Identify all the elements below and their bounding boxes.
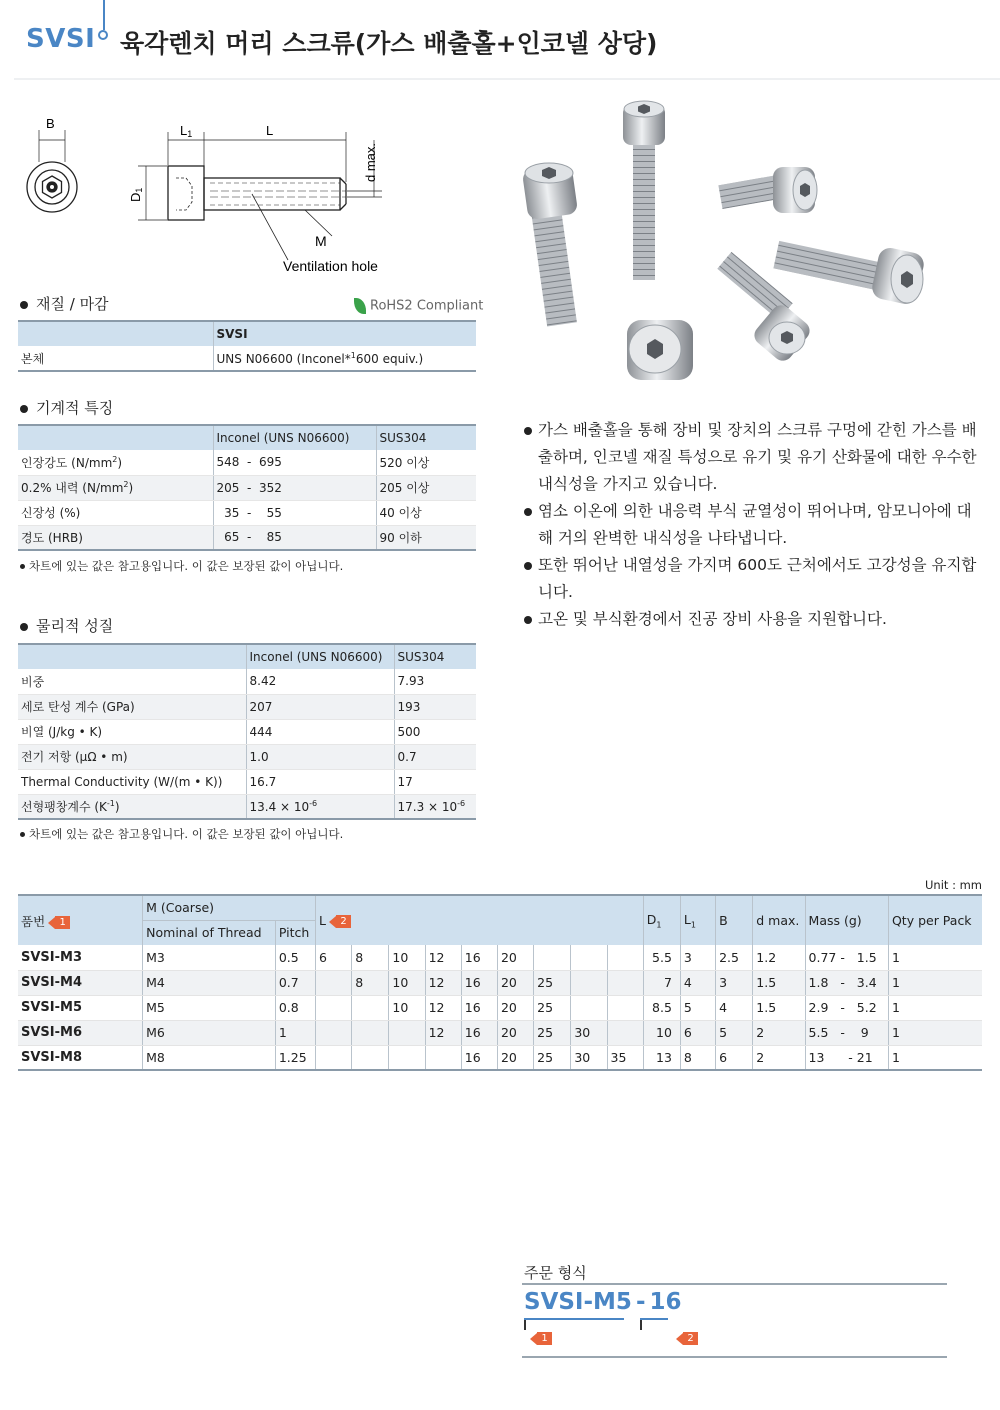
- cell-l1: 6: [680, 1020, 715, 1045]
- header-divider: [103, 0, 105, 30]
- mechanical-header-inconel: Inconel (UNS N06600): [213, 425, 376, 450]
- screw-photo-6: [627, 320, 693, 380]
- cell-part-number: SVSI-M4: [18, 970, 143, 995]
- cell-length: 25: [534, 1020, 571, 1045]
- cell-dmax: 2: [753, 1045, 805, 1070]
- header-nominal: Nominal of Thread: [143, 920, 276, 945]
- mechanical-note: 차트에 있는 값은 참고용입니다. 이 값은 보장된 값이 아닙니다.: [20, 558, 343, 574]
- cell-length: 25: [534, 995, 571, 1020]
- cell-qty: 1: [888, 945, 982, 970]
- header-qty: Qty per Pack: [888, 895, 982, 945]
- cell-length: 16: [461, 995, 497, 1020]
- cell-l1: 4: [680, 970, 715, 995]
- screw-photo-3: [718, 167, 817, 213]
- table-row: [18, 1020, 982, 1045]
- order-code: SVSI-M5 - 16: [524, 1289, 682, 1315]
- cell-thread: M4: [143, 970, 276, 995]
- screw-photo-4: [773, 241, 926, 306]
- cell-length: [571, 945, 607, 970]
- cell-length: [352, 1045, 389, 1070]
- cell-pitch: 0.7: [275, 970, 315, 995]
- cell-length: 8: [352, 945, 389, 970]
- product-table: [18, 894, 982, 1071]
- mechanical-section-title: 기계적 특징: [20, 397, 113, 418]
- series-code: SVSI: [26, 24, 96, 54]
- cell-dmax: 2: [753, 1020, 805, 1045]
- screw-photo-1: [522, 163, 578, 326]
- cell-d1: 5.5: [643, 945, 680, 970]
- cell-length: 10: [389, 945, 425, 970]
- cell-length: 20: [497, 945, 533, 970]
- order-underline-2: [640, 1318, 668, 1320]
- physical-header-sus304: SUS304: [394, 644, 476, 669]
- cell-thread: M3: [143, 945, 276, 970]
- header-b: B: [716, 895, 753, 945]
- screw-side-view: [138, 132, 382, 260]
- cell-qty: 1: [888, 995, 982, 1020]
- cell-length: [571, 970, 607, 995]
- cell-part-number: SVSI-M3: [18, 945, 143, 970]
- flag-1-icon: 1: [48, 916, 70, 929]
- unit-label: Unit : mm: [925, 878, 983, 892]
- label-d1: D1: [128, 187, 144, 202]
- cell-length: 12: [425, 995, 461, 1020]
- cell-qty: 1: [888, 970, 982, 995]
- cell-length: 12: [425, 945, 461, 970]
- cell-length: 16: [461, 945, 497, 970]
- cell-length: 12: [425, 1020, 461, 1045]
- header-d1: $D_1$: [643, 895, 680, 945]
- cell-dmax: 1.2: [753, 945, 805, 970]
- physical-row: 세로 탄성 계수 (GPa) 207 193: [18, 694, 476, 719]
- rohs-badge: RoHS2 Compliant: [354, 298, 483, 314]
- order-underline-1: [524, 1318, 624, 1320]
- cell-d1: 8.5: [643, 995, 680, 1020]
- physical-row: Thermal Conductivity (W/(m • K)) 16.7 17: [18, 769, 476, 794]
- cell-length: [316, 1045, 352, 1070]
- order-title: 주문 형식: [524, 1264, 587, 1282]
- leaf-icon: [354, 298, 366, 314]
- physical-section-title: 물리적 성질: [20, 615, 113, 636]
- cell-mass: 13 - 21: [805, 1045, 888, 1070]
- cell-length: 30: [571, 1045, 607, 1070]
- cell-dmax: 1.5: [753, 995, 805, 1020]
- cell-length: [607, 1020, 643, 1045]
- mechanical-table: [18, 424, 476, 551]
- cell-mass: 1.8 - 3.4: [805, 970, 888, 995]
- physical-table: [18, 643, 476, 820]
- mechanical-row: 인장강도 $(N/mm^2)$ 548 - 695 520 이상: [18, 450, 476, 475]
- cell-length: 35: [607, 1045, 643, 1070]
- cell-length: 10: [389, 995, 425, 1020]
- header-dot: [98, 30, 108, 40]
- cell-length: [534, 945, 571, 970]
- cell-length: [316, 995, 352, 1020]
- cell-thread: M5: [143, 995, 276, 1020]
- cell-dmax: 1.5: [753, 970, 805, 995]
- cell-part-number: SVSI-M8: [18, 1045, 143, 1070]
- header-pitch: Pitch: [275, 920, 315, 945]
- cell-length: 16: [461, 970, 497, 995]
- physical-header-inconel: Inconel (UNS N06600): [246, 644, 394, 669]
- label-dmax: d max.: [363, 142, 378, 182]
- physical-note: 차트에 있는 값은 참고용입니다. 이 값은 보장된 값이 아닙니다.: [20, 826, 343, 842]
- table-row: [18, 945, 982, 970]
- label-b: B: [46, 116, 55, 131]
- cell-length: 20: [497, 1045, 533, 1070]
- mechanical-header-sus304: SUS304: [376, 425, 476, 450]
- label-ventilation-hole: Ventilation hole: [283, 258, 378, 274]
- cell-b: 2.5: [716, 945, 753, 970]
- cell-length: [316, 1020, 352, 1045]
- cell-length: [352, 1020, 389, 1045]
- cell-length: [607, 970, 643, 995]
- material-header-empty: [18, 321, 213, 346]
- order-rule-bottom: [522, 1356, 947, 1358]
- product-table-header: [18, 895, 982, 920]
- page-title: 육각렌치 머리 스크류(가스 배출홀+인코넬 상당): [120, 29, 658, 58]
- flag-2-icon: 2: [329, 915, 351, 928]
- cell-length: 6: [316, 945, 352, 970]
- feature-item: 염소 이온에 의한 내응력 부식 균열성이 뛰어나며, 암모니아에 대해 거의 완벽한 내식성을 나타냅니다.: [524, 498, 984, 552]
- screw-photo-2: [623, 101, 665, 280]
- cell-length: 16: [461, 1020, 497, 1045]
- cell-l1: 3: [680, 945, 715, 970]
- physical-row: 비중 8.42 7.93: [18, 669, 476, 694]
- mechanical-row: 신장성 (%) 35 - 55 40 이상: [18, 500, 476, 525]
- material-header-svsi: SVSI: [213, 321, 476, 346]
- feature-list: [524, 417, 984, 633]
- cell-mass: 2.9 - 5.2: [805, 995, 888, 1020]
- feature-item: 가스 배출홀을 통해 장비 및 장치의 스크류 구멍에 갇힌 가스를 배출하며, 인코넬 재질 특성으로 유기 및 유기 산화물에 대한 우수한 내식성을 가지고 있습니다.: [524, 417, 984, 498]
- cell-length: [425, 1045, 461, 1070]
- cell-d1: 10: [643, 1020, 680, 1045]
- cell-part-number: SVSI-M6: [18, 1020, 143, 1045]
- cell-length: [607, 995, 643, 1020]
- cell-b: 5: [716, 1020, 753, 1045]
- cell-length: [352, 995, 389, 1020]
- feature-item: 고온 및 부식환경에서 진공 장비 사용을 지원합니다.: [524, 606, 984, 633]
- cell-b: 3: [716, 970, 753, 995]
- cell-b: 6: [716, 1045, 753, 1070]
- label-l1: L1: [180, 123, 193, 139]
- cell-d1: 7: [643, 970, 680, 995]
- mechanical-row: 경도 (HRB) 65 - 85 90 이하: [18, 525, 476, 550]
- cell-length: 10: [389, 970, 425, 995]
- cell-thread: M6: [143, 1020, 276, 1045]
- cell-length: [389, 1045, 425, 1070]
- cell-pitch: 1.25: [275, 1045, 315, 1070]
- cell-b: 4: [716, 995, 753, 1020]
- header-rule: [14, 78, 1000, 80]
- cell-l1: 5: [680, 995, 715, 1020]
- table-row: [18, 995, 982, 1020]
- header-m-coarse: M (Coarse): [143, 895, 316, 920]
- screw-end-view: [27, 130, 77, 212]
- cell-part-number: SVSI-M5: [18, 995, 143, 1020]
- cell-pitch: 0.8: [275, 995, 315, 1020]
- cell-length: 25: [534, 1045, 571, 1070]
- feature-item: 또한 뛰어난 내열성을 가지며 600도 근처에서도 고강성을 유지합니다.: [524, 552, 984, 606]
- bullet-icon: [20, 623, 28, 631]
- material-row-label: 본체: [18, 346, 213, 371]
- cell-length: [316, 970, 352, 995]
- cell-length: 8: [352, 970, 389, 995]
- header-dmax: d max.: [753, 895, 805, 945]
- cell-d1: 13: [643, 1045, 680, 1070]
- cell-length: 30: [571, 1020, 607, 1045]
- cell-length: [571, 995, 607, 1020]
- physical-row: 비열 (J/kg • K) 444 500: [18, 719, 476, 744]
- table-row: [18, 1045, 982, 1070]
- cell-length: 20: [497, 970, 533, 995]
- label-m: M: [315, 233, 327, 249]
- label-l: L: [266, 123, 274, 138]
- physical-row: 선형팽창계수 $(K^{-1})$ $13.4 \times 10^{-6}$ $17.3 \times 10^{-6}$: [18, 794, 476, 819]
- cell-length: 12: [425, 970, 461, 995]
- product-photo: [505, 95, 975, 405]
- header-l: L 2: [316, 895, 644, 945]
- cell-mass: 5.5 - 9: [805, 1020, 888, 1045]
- cell-qty: 1: [888, 1045, 982, 1070]
- screw-dimension-drawing: [10, 110, 410, 285]
- cell-length: 25: [534, 970, 571, 995]
- cell-length: [607, 945, 643, 970]
- material-section-title: 재질 / 마감: [20, 293, 109, 314]
- cell-length: 16: [461, 1045, 497, 1070]
- cell-l1: 8: [680, 1045, 715, 1070]
- cell-pitch: 0.5: [275, 945, 315, 970]
- cell-mass: 0.77 - 1.5: [805, 945, 888, 970]
- bullet-icon: [20, 301, 28, 309]
- order-rule-top: [522, 1283, 947, 1285]
- cell-qty: 1: [888, 1020, 982, 1045]
- cell-pitch: 1: [275, 1020, 315, 1045]
- material-row-value: UNS N06600 (Inconel*$^1$600 equiv.): [213, 346, 476, 371]
- order-flag-1-icon: 1: [530, 1332, 552, 1345]
- physical-row: 전기 저항 (μΩ • m) 1.0 0.7: [18, 744, 476, 769]
- order-flag-2-icon: 2: [676, 1332, 698, 1345]
- header-mass: Mass (g): [805, 895, 888, 945]
- bullet-icon: [20, 405, 28, 413]
- mechanical-row: 0.2% 내력 $(N/mm^2)$ 205 - 352 205 이상: [18, 475, 476, 500]
- header-part-number: 품번 1: [18, 895, 143, 945]
- header-l1: $L_1$: [680, 895, 715, 945]
- cell-length: 20: [497, 995, 533, 1020]
- cell-length: 20: [497, 1020, 533, 1045]
- cell-length: [389, 1020, 425, 1045]
- cell-thread: M8: [143, 1045, 276, 1070]
- table-row: [18, 970, 982, 995]
- material-table: [18, 320, 476, 372]
